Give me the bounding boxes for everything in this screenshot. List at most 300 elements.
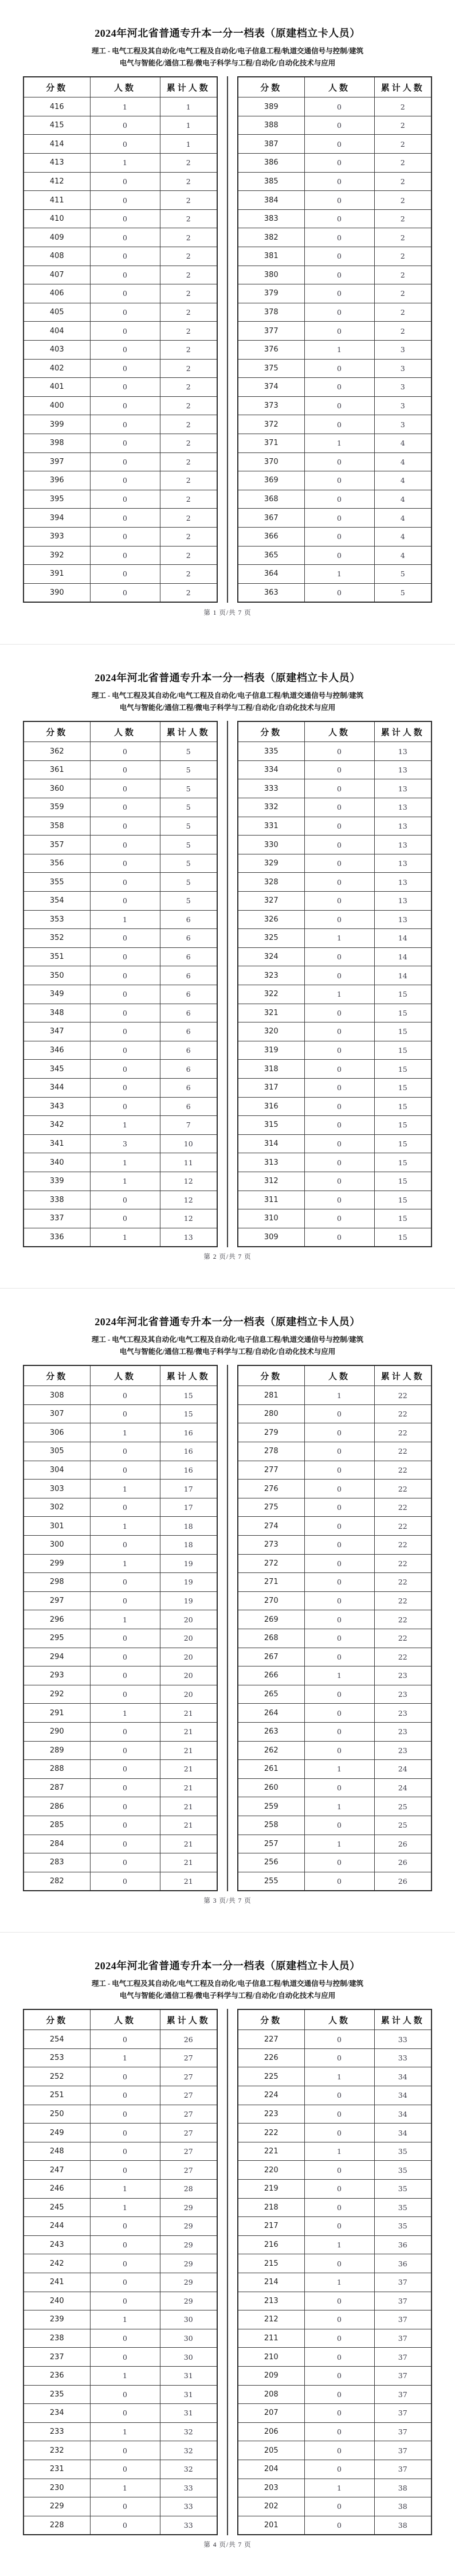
cumulative-cell: 38	[374, 2516, 432, 2535]
header-row	[238, 77, 432, 97]
table-row	[238, 1386, 432, 1405]
count-cell: 0	[90, 565, 160, 584]
count-cell: 0	[304, 378, 374, 397]
cumulative-cell: 2	[160, 247, 217, 266]
cumulative-cell: 25	[374, 1797, 432, 1816]
cumulative-cell: 2	[374, 303, 432, 322]
score-cell: 260	[238, 1778, 304, 1797]
count-cell: 0	[304, 2292, 374, 2310]
table-row	[23, 2161, 217, 2180]
table-row	[238, 1591, 432, 1610]
cumulative-cell: 3	[374, 340, 432, 359]
count-cell: 0	[90, 1648, 160, 1666]
score-cell: 266	[238, 1666, 304, 1685]
count-cell: 0	[90, 2105, 160, 2124]
cumulative-cell: 3	[374, 378, 432, 397]
cumulative-cell: 37	[374, 2441, 432, 2460]
score-cell: 396	[23, 471, 90, 490]
cumulative-cell: 15	[374, 1078, 432, 1097]
table-row	[23, 359, 217, 378]
cumulative-cell: 2	[160, 303, 217, 322]
count-cell: 0	[90, 2254, 160, 2273]
cumulative-cell: 22	[374, 1536, 432, 1555]
score-cell: 388	[238, 116, 304, 135]
score-cell: 254	[23, 2030, 90, 2049]
count-cell: 0	[90, 798, 160, 817]
cumulative-cell: 22	[374, 1648, 432, 1666]
count-cell: 0	[304, 135, 374, 154]
cumulative-cell: 35	[374, 2180, 432, 2199]
count-cell: 0	[304, 1228, 374, 1247]
cumulative-cell: 15	[374, 1172, 432, 1191]
table-row	[23, 2124, 217, 2142]
col-header-score: 分数	[23, 721, 90, 742]
cumulative-cell: 21	[160, 1872, 217, 1891]
cumulative-cell: 5	[160, 760, 217, 779]
score-cell: 205	[238, 2441, 304, 2460]
score-cell: 404	[23, 322, 90, 341]
cumulative-cell: 21	[160, 1778, 217, 1797]
table-row	[23, 985, 217, 1004]
count-cell: 1	[90, 1228, 160, 1247]
cumulative-cell: 12	[160, 1209, 217, 1228]
count-cell: 0	[304, 2310, 374, 2329]
table-row	[238, 854, 432, 873]
count-cell: 0	[304, 1097, 374, 1116]
cumulative-cell: 15	[160, 1404, 217, 1423]
score-cell: 305	[23, 1442, 90, 1461]
col-header-score: 分数	[238, 2009, 304, 2030]
cumulative-cell: 13	[374, 779, 432, 798]
count-cell: 0	[304, 779, 374, 798]
count-cell: 0	[90, 2124, 160, 2142]
score-cell: 262	[238, 1741, 304, 1760]
score-cell: 377	[238, 322, 304, 341]
score-cell: 368	[238, 490, 304, 509]
cumulative-cell: 38	[374, 2479, 432, 2497]
score-cell: 256	[238, 1853, 304, 1872]
score-table-left	[23, 2009, 218, 2535]
score-cell: 384	[238, 191, 304, 210]
col-header-score: 分数	[238, 77, 304, 97]
cumulative-cell: 6	[160, 1041, 217, 1060]
table-row	[23, 172, 217, 191]
cumulative-cell: 13	[374, 836, 432, 854]
score-cell: 279	[238, 1423, 304, 1442]
score-cell: 297	[23, 1591, 90, 1610]
cumulative-cell: 5	[160, 892, 217, 911]
count-cell: 0	[90, 947, 160, 966]
cumulative-cell: 34	[374, 2086, 432, 2105]
score-cell: 354	[23, 892, 90, 911]
score-cell: 367	[238, 509, 304, 528]
page-subtitle	[23, 1334, 432, 1357]
cumulative-cell: 5	[374, 583, 432, 602]
cumulative-cell: 2	[374, 322, 432, 341]
cumulative-cell: 17	[160, 1480, 217, 1498]
score-table-right	[237, 76, 432, 603]
count-cell: 0	[304, 2198, 374, 2217]
cumulative-cell: 38	[374, 2497, 432, 2516]
page-subtitle	[23, 45, 432, 69]
table-row	[238, 135, 432, 154]
cumulative-cell: 15	[374, 1153, 432, 1172]
score-cell: 248	[23, 2142, 90, 2161]
count-cell: 0	[90, 1591, 160, 1610]
score-cell: 350	[23, 966, 90, 985]
table-row	[23, 2030, 217, 2049]
table-row	[238, 266, 432, 284]
count-cell: 0	[304, 2348, 374, 2367]
page-subtitle	[23, 1978, 432, 2001]
score-cell: 291	[23, 1704, 90, 1723]
count-cell: 0	[304, 2329, 374, 2348]
table-row	[238, 228, 432, 247]
col-header-cumulative: 累计人数	[160, 77, 217, 97]
table-row	[238, 2348, 432, 2367]
table-row	[23, 1442, 217, 1461]
table-row	[238, 2048, 432, 2067]
count-cell: 0	[304, 2161, 374, 2180]
table-row	[238, 2292, 432, 2310]
table-row	[238, 817, 432, 836]
table-row	[238, 1228, 432, 1247]
page-title: 2024年河北省普通专升本一分一档表（原建档立卡人员）	[95, 672, 360, 684]
score-cell: 238	[23, 2329, 90, 2348]
count-cell: 0	[304, 1704, 374, 1723]
count-cell: 0	[304, 2105, 374, 2124]
score-cell: 403	[23, 340, 90, 359]
count-cell: 1	[304, 1666, 374, 1685]
count-cell: 0	[304, 1648, 374, 1666]
count-cell: 1	[304, 1386, 374, 1405]
cumulative-cell: 5	[160, 854, 217, 873]
table-row	[238, 1097, 432, 1116]
cumulative-cell: 4	[374, 509, 432, 528]
cumulative-cell: 27	[160, 2105, 217, 2124]
score-cell: 215	[238, 2254, 304, 2273]
count-cell: 0	[304, 1004, 374, 1022]
cumulative-cell: 21	[160, 1704, 217, 1723]
count-cell: 0	[90, 2441, 160, 2460]
count-cell: 0	[304, 322, 374, 341]
table-row	[238, 1480, 432, 1498]
count-cell: 0	[304, 1554, 374, 1573]
table-row	[238, 760, 432, 779]
subtitle-line-2: 电气与智能化/通信工程/微电子科学与工程/自动化/自动化技术与应用	[119, 1347, 336, 1356]
score-cell: 311	[238, 1191, 304, 1209]
count-cell: 0	[304, 1722, 374, 1741]
score-cell: 409	[23, 228, 90, 247]
cumulative-cell: 35	[374, 2217, 432, 2236]
count-cell: 0	[90, 1078, 160, 1097]
count-cell: 0	[304, 1116, 374, 1135]
cumulative-cell: 12	[160, 1172, 217, 1191]
score-cell: 218	[238, 2198, 304, 2217]
table-row	[23, 116, 217, 135]
cumulative-cell: 2	[160, 228, 217, 247]
cumulative-cell: 12	[160, 1191, 217, 1209]
table-row	[23, 1004, 217, 1022]
cumulative-cell: 36	[374, 2235, 432, 2254]
count-cell: 0	[304, 1610, 374, 1629]
score-cell: 333	[238, 779, 304, 798]
count-cell: 1	[304, 2142, 374, 2161]
table-row	[23, 1386, 217, 1405]
count-cell: 1	[90, 1517, 160, 1536]
count-cell: 1	[90, 2198, 160, 2217]
score-cell: 328	[238, 873, 304, 892]
score-cell: 364	[238, 565, 304, 584]
table-row	[238, 1004, 432, 1022]
cumulative-cell: 15	[374, 985, 432, 1004]
count-cell: 1	[90, 1480, 160, 1498]
count-cell: 0	[90, 1872, 160, 1891]
count-cell: 0	[304, 1423, 374, 1442]
count-cell: 0	[304, 415, 374, 434]
cumulative-cell: 6	[160, 947, 217, 966]
score-cell: 375	[238, 359, 304, 378]
table-row	[238, 929, 432, 948]
count-cell: 0	[90, 266, 160, 284]
cumulative-cell: 24	[374, 1760, 432, 1779]
score-table-right	[237, 2009, 432, 2535]
score-cell: 412	[23, 172, 90, 191]
score-cell: 360	[23, 779, 90, 798]
cumulative-cell: 13	[160, 1228, 217, 1247]
count-cell: 0	[90, 854, 160, 873]
table-row	[238, 910, 432, 929]
count-cell: 0	[304, 1172, 374, 1191]
col-header-cumulative: 累计人数	[374, 2009, 432, 2030]
score-cell: 216	[238, 2235, 304, 2254]
count-cell: 0	[304, 1442, 374, 1461]
cumulative-cell: 21	[160, 1797, 217, 1816]
score-cell: 315	[238, 1116, 304, 1135]
cumulative-cell: 15	[374, 1191, 432, 1209]
score-cell: 278	[238, 1442, 304, 1461]
score-cell: 221	[238, 2142, 304, 2161]
table-row	[23, 1573, 217, 1592]
score-cell: 294	[23, 1648, 90, 1666]
score-cell: 230	[23, 2479, 90, 2497]
cumulative-cell: 30	[160, 2329, 217, 2348]
cumulative-cell: 15	[374, 1116, 432, 1135]
count-cell: 1	[90, 1153, 160, 1172]
table-row	[238, 1404, 432, 1423]
cumulative-cell: 32	[160, 2422, 217, 2441]
score-cell: 310	[238, 1209, 304, 1228]
table-row	[238, 2422, 432, 2441]
table-row	[238, 396, 432, 415]
count-cell: 1	[304, 434, 374, 452]
table-row	[23, 2404, 217, 2423]
cumulative-cell: 7	[160, 1116, 217, 1135]
col-header-cumulative: 累计人数	[374, 77, 432, 97]
cumulative-cell: 21	[160, 1853, 217, 1872]
table-row	[23, 836, 217, 854]
table-row	[23, 2235, 217, 2254]
table-row	[238, 2441, 432, 2460]
table-row	[23, 490, 217, 509]
table-row	[238, 2142, 432, 2161]
score-cell: 316	[238, 1097, 304, 1116]
table-row	[23, 471, 217, 490]
count-cell: 0	[90, 1853, 160, 1872]
col-header-count: 人数	[90, 77, 160, 97]
table-row	[238, 2235, 432, 2254]
count-cell: 1	[304, 2235, 374, 2254]
table-row	[23, 1872, 217, 1891]
count-cell: 0	[304, 854, 374, 873]
col-header-score: 分数	[238, 721, 304, 742]
table-row	[238, 2180, 432, 2199]
count-cell: 1	[304, 985, 374, 1004]
count-cell: 0	[304, 509, 374, 528]
cumulative-cell: 26	[374, 1853, 432, 1872]
table-row	[238, 1498, 432, 1517]
score-cell: 401	[23, 378, 90, 397]
table-row	[238, 2273, 432, 2292]
cumulative-cell: 14	[374, 929, 432, 948]
count-cell: 1	[90, 2180, 160, 2199]
score-cell: 225	[238, 2067, 304, 2086]
score-cell: 379	[238, 284, 304, 303]
cumulative-cell: 15	[374, 1228, 432, 1247]
table-row	[238, 1760, 432, 1779]
cumulative-cell: 2	[374, 228, 432, 247]
count-cell: 0	[304, 2030, 374, 2049]
count-cell: 0	[90, 546, 160, 565]
cumulative-cell: 5	[160, 836, 217, 854]
table-row	[238, 1685, 432, 1704]
count-cell: 1	[304, 1835, 374, 1853]
col-header-count: 人数	[304, 1365, 374, 1386]
cumulative-cell: 26	[374, 1835, 432, 1853]
score-cell: 389	[238, 97, 304, 116]
count-cell: 0	[304, 97, 374, 116]
score-cell: 347	[23, 1022, 90, 1041]
table-row	[23, 742, 217, 761]
count-cell: 0	[304, 490, 374, 509]
count-cell: 0	[90, 817, 160, 836]
table-row	[238, 154, 432, 173]
cumulative-cell: 2	[160, 583, 217, 602]
count-cell: 0	[304, 1498, 374, 1517]
cumulative-cell: 22	[374, 1480, 432, 1498]
count-cell: 0	[90, 1685, 160, 1704]
score-table-right	[237, 1365, 432, 1891]
cumulative-cell: 29	[160, 2273, 217, 2292]
count-cell: 0	[304, 2497, 374, 2516]
count-cell: 0	[90, 1573, 160, 1592]
cumulative-cell: 22	[374, 1517, 432, 1536]
cumulative-cell: 5	[160, 798, 217, 817]
score-cell: 307	[23, 1404, 90, 1423]
cumulative-cell: 2	[160, 209, 217, 228]
count-cell: 1	[90, 1704, 160, 1723]
score-cell: 336	[23, 1228, 90, 1247]
cumulative-cell: 10	[160, 1134, 217, 1153]
score-cell: 341	[23, 1134, 90, 1153]
cumulative-cell: 6	[160, 1060, 217, 1079]
cumulative-cell: 2	[160, 565, 217, 584]
count-cell: 0	[90, 527, 160, 546]
cumulative-cell: 16	[160, 1442, 217, 1461]
table-row	[23, 2105, 217, 2124]
table-row	[238, 1442, 432, 1461]
table-row	[238, 527, 432, 546]
page-number: 第 1 页/共 7 页	[203, 610, 252, 616]
count-cell: 0	[90, 1041, 160, 1060]
cumulative-cell: 22	[374, 1386, 432, 1405]
table-row	[23, 527, 217, 546]
table-row	[23, 1666, 217, 1685]
header-row	[23, 1365, 217, 1386]
table-row	[238, 1116, 432, 1135]
table-row	[238, 1778, 432, 1797]
cumulative-cell: 15	[374, 1041, 432, 1060]
table-row	[238, 1797, 432, 1816]
count-cell: 0	[90, 1741, 160, 1760]
score-cell: 381	[238, 247, 304, 266]
page-title: 2024年河北省普通专升本一分一档表（原建档立卡人员）	[95, 28, 360, 39]
count-cell: 0	[304, 2441, 374, 2460]
cumulative-cell: 23	[374, 1722, 432, 1741]
score-cell: 249	[23, 2124, 90, 2142]
score-cell: 373	[238, 396, 304, 415]
count-cell: 0	[304, 2048, 374, 2067]
table-row	[238, 583, 432, 602]
table-row	[238, 1722, 432, 1741]
cumulative-cell: 2	[160, 546, 217, 565]
count-cell: 0	[90, 966, 160, 985]
table-row	[23, 1153, 217, 1172]
cumulative-cell: 2	[160, 359, 217, 378]
table-row	[23, 209, 217, 228]
table-row	[23, 1778, 217, 1797]
score-cell: 219	[238, 2180, 304, 2199]
score-cell: 296	[23, 1610, 90, 1629]
cumulative-cell: 27	[160, 2086, 217, 2105]
cumulative-cell: 15	[374, 1004, 432, 1022]
count-cell: 1	[90, 1116, 160, 1135]
table-row	[238, 1022, 432, 1041]
page-title: 2024年河北省普通专升本一分一档表（原建档立卡人员）	[95, 1960, 360, 1972]
cumulative-cell: 23	[374, 1704, 432, 1723]
count-cell: 0	[90, 172, 160, 191]
count-cell: 0	[90, 228, 160, 247]
score-cell: 261	[238, 1760, 304, 1779]
score-cell: 343	[23, 1097, 90, 1116]
score-cell: 363	[238, 583, 304, 602]
table-row	[23, 1041, 217, 1060]
table-row	[238, 191, 432, 210]
score-cell: 252	[23, 2067, 90, 2086]
table-row	[238, 1666, 432, 1685]
score-cell: 395	[23, 490, 90, 509]
count-cell: 0	[304, 359, 374, 378]
cumulative-cell: 5	[160, 817, 217, 836]
table-row	[238, 565, 432, 584]
count-cell: 0	[304, 2460, 374, 2479]
count-cell: 0	[304, 247, 374, 266]
count-cell: 0	[304, 1078, 374, 1097]
score-cell: 382	[238, 228, 304, 247]
cumulative-cell: 26	[160, 2030, 217, 2049]
count-cell: 0	[90, 2161, 160, 2180]
count-cell: 0	[90, 742, 160, 761]
